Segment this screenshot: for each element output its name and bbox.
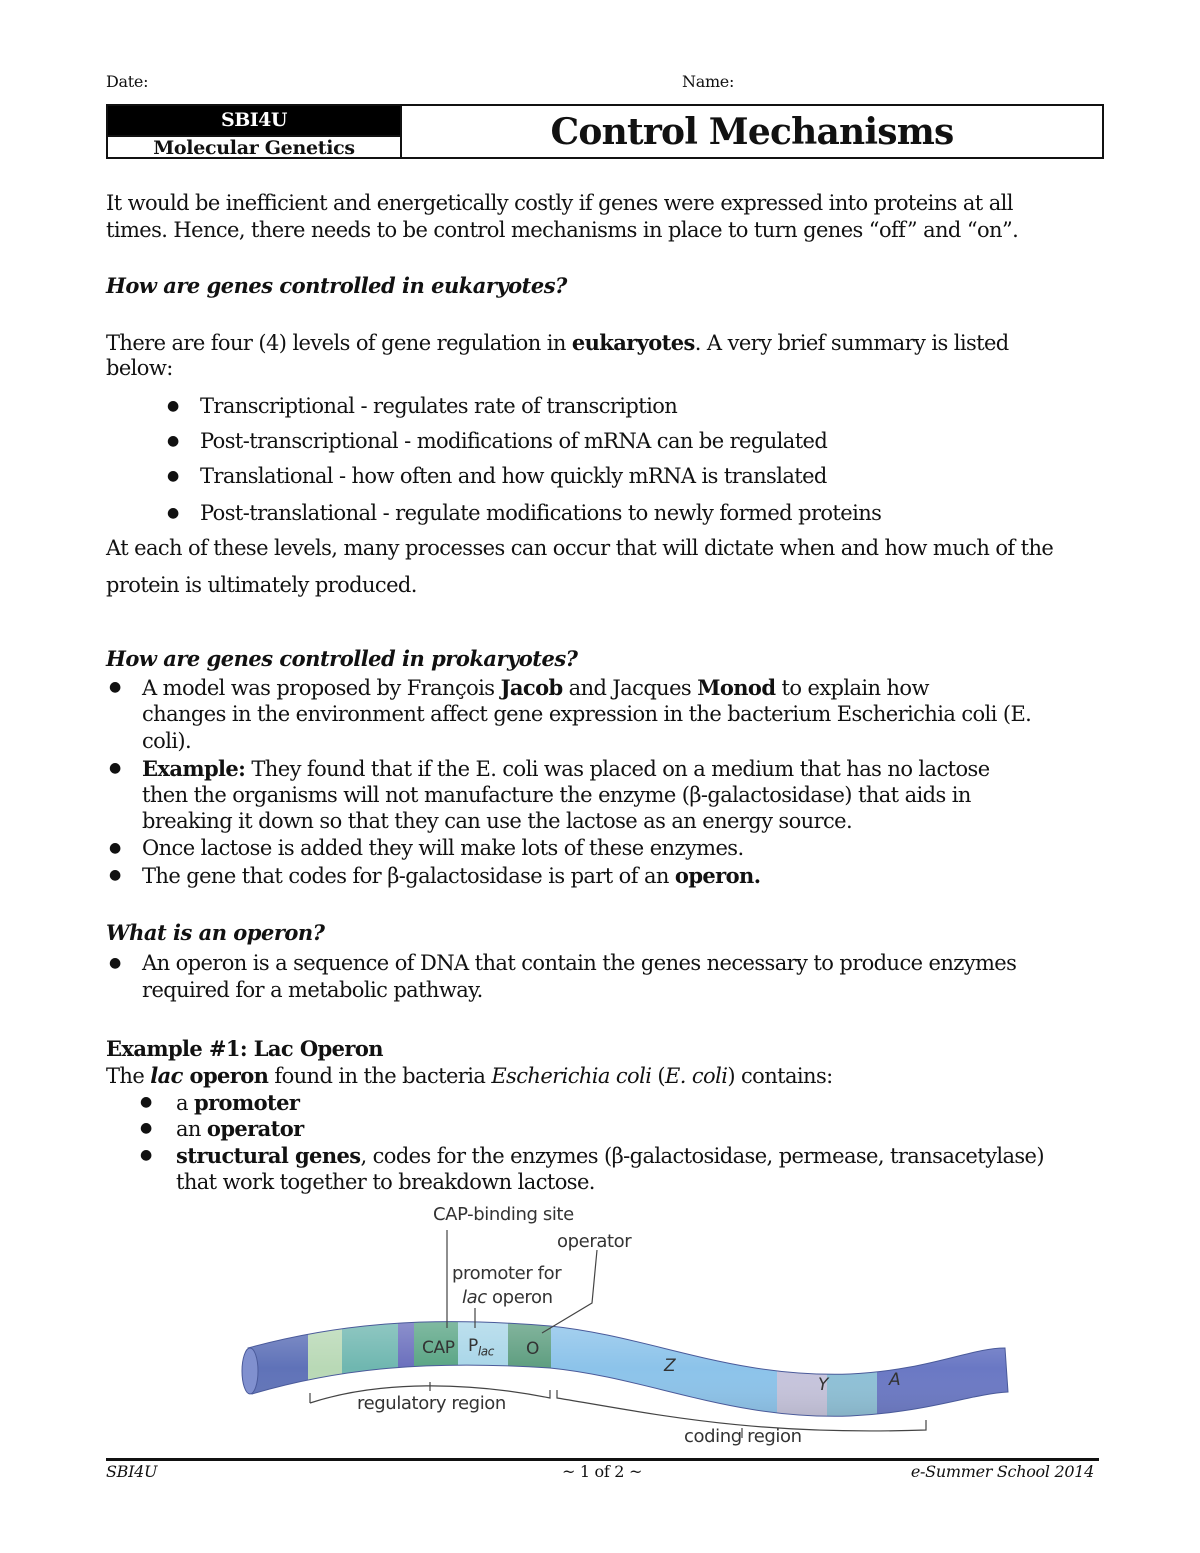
text: and Jacques: [562, 676, 698, 700]
lac-operon-diagram: [230, 1198, 1030, 1458]
list-item: An operon is a sequence of DNA that contain the genes necessary to produce enzymes: [142, 951, 1017, 975]
text: a: [176, 1091, 194, 1115]
text: operon: [486, 1287, 553, 1308]
coding-region-label: coding region: [684, 1426, 802, 1447]
gene-z-label: Z: [664, 1356, 676, 1376]
bold-term: operon.: [674, 863, 761, 888]
text: P: [468, 1336, 478, 1356]
intro-line-2: times. Hence, there needs to be control mechanisms in place to turn genes “off” and “on”.: [106, 218, 1019, 242]
footer-divider: [106, 1458, 1099, 1461]
gene-y-label: Y: [818, 1375, 828, 1395]
promoter-label: promoter for: [452, 1263, 562, 1284]
list-item: [142, 674, 929, 702]
list-item: Transcriptional - regulates rate of transcription: [200, 394, 678, 418]
course-code: SBI4U: [108, 106, 400, 135]
bullet-icon: ●: [167, 398, 180, 414]
list-item-continued: breaking it down so that they can use the lactose as an energy source.: [142, 809, 853, 833]
bullet-icon: ●: [167, 433, 180, 449]
bold-term: Monod: [697, 675, 776, 700]
bullet-icon: ●: [167, 505, 180, 521]
gene-a-label: A: [889, 1370, 901, 1390]
list-item: Post-translational - regulate modifications to newly formed proteins: [200, 501, 882, 525]
bold-term: eukaryotes: [571, 330, 695, 355]
list-item: [176, 1115, 304, 1143]
bullet-icon: ●: [109, 955, 122, 971]
text: (: [651, 1064, 666, 1088]
lac-term: lac: [150, 1063, 183, 1088]
footer-course: SBI4U: [106, 1462, 158, 1481]
operator-segment-label: O: [526, 1339, 539, 1359]
text: ) contains:: [727, 1064, 833, 1088]
text: They found that if the E. coli was placed on a medium that has no lactose: [245, 757, 990, 781]
list-item: [176, 1142, 1044, 1170]
text: A model was proposed by François: [142, 676, 501, 700]
bullet-icon: ●: [167, 468, 180, 484]
plac-segment-label: [468, 1336, 494, 1358]
eukaryotes-paragraph-line-2: below:: [106, 356, 173, 380]
lac-italic: lac: [462, 1287, 487, 1308]
operon-heading: What is an operon?: [106, 920, 325, 945]
bold-term: operon: [182, 1063, 269, 1088]
text: an: [176, 1117, 207, 1141]
list-item-continued: that work together to breakdown lactose.: [176, 1170, 595, 1194]
species-abbr: E. coli: [665, 1064, 728, 1088]
list-item-continued: changes in the environment affect gene expression in the bacterium Escherichia coli (E.: [142, 702, 1032, 726]
unit-name: Molecular Genetics: [108, 135, 400, 159]
closing-line-1: At each of these levels, many processes can occur that will dictate when and how much of the: [106, 536, 1054, 560]
list-item: Translational - how often and how quickly mRNA is translated: [200, 464, 827, 488]
bold-term: Jacob: [500, 675, 563, 700]
bold-term: operator: [206, 1116, 304, 1141]
text: to explain how: [775, 676, 929, 700]
list-item: [176, 1089, 299, 1117]
cap-binding-site-label: CAP-binding site: [433, 1204, 574, 1225]
bullet-icon: ●: [109, 679, 122, 695]
bullet-icon: ●: [140, 1147, 153, 1163]
date-label: Date:: [106, 72, 149, 91]
bullet-icon: ●: [109, 760, 122, 776]
text: The gene that codes for β-galactosidase is part of an: [142, 864, 675, 888]
text: There are four (4) levels of gene regulation in: [106, 331, 572, 355]
example-heading: Example #1: Lac Operon: [106, 1036, 383, 1061]
list-item-continued: then the organisms will not manufacture the enzyme (β-galactosidase) that aids in: [142, 783, 971, 807]
regulatory-region-label: regulatory region: [357, 1393, 506, 1414]
bold-term: promoter: [194, 1090, 300, 1115]
name-label: Name:: [682, 72, 735, 91]
promoter-label-line-2: [462, 1287, 553, 1308]
bold-term: Example:: [142, 756, 246, 781]
closing-line-2: protein is ultimately produced.: [106, 573, 417, 597]
eukaryotes-paragraph: [106, 329, 1009, 357]
text: . A very brief summary is listed: [694, 331, 1009, 355]
page-title: Control Mechanisms: [550, 111, 954, 153]
bold-term: structural genes: [176, 1143, 361, 1168]
footer-school: e-Summer School 2014: [910, 1462, 1094, 1481]
page-number: ~ 1 of 2 ~: [562, 1462, 643, 1481]
list-item: [142, 862, 760, 890]
operator-label: operator: [557, 1231, 632, 1252]
list-item: [142, 755, 990, 783]
list-item-continued: coli).: [142, 729, 192, 753]
bullet-icon: ●: [109, 840, 122, 856]
species-name: Escherichia coli: [491, 1064, 652, 1088]
list-item: Post-transcriptional - modifications of mRNA can be regulated: [200, 429, 828, 453]
text: The: [106, 1064, 151, 1088]
course-block: [108, 106, 402, 157]
bullet-icon: ●: [140, 1094, 153, 1110]
prokaryotes-heading: How are genes controlled in prokaryotes?: [106, 646, 578, 671]
text: found in the bacteria: [268, 1064, 492, 1088]
text: , codes for the enzymes (β-galactosidase, permease, transacetylase): [360, 1144, 1044, 1168]
subscript: lac: [477, 1344, 494, 1359]
title-header: [106, 104, 1104, 159]
bullet-icon: ●: [140, 1120, 153, 1136]
example-intro: [106, 1062, 833, 1090]
cap-segment-label: CAP: [422, 1338, 455, 1358]
list-item-continued: required for a metabolic pathway.: [142, 978, 483, 1002]
list-item: Once lactose is added they will make lots of these enzymes.: [142, 836, 744, 860]
intro-line-1: It would be inefficient and energetically costly if genes were expressed into proteins at all: [106, 191, 1013, 215]
eukaryotes-heading: How are genes controlled in eukaryotes?: [106, 273, 567, 298]
bullet-icon: ●: [109, 867, 122, 883]
